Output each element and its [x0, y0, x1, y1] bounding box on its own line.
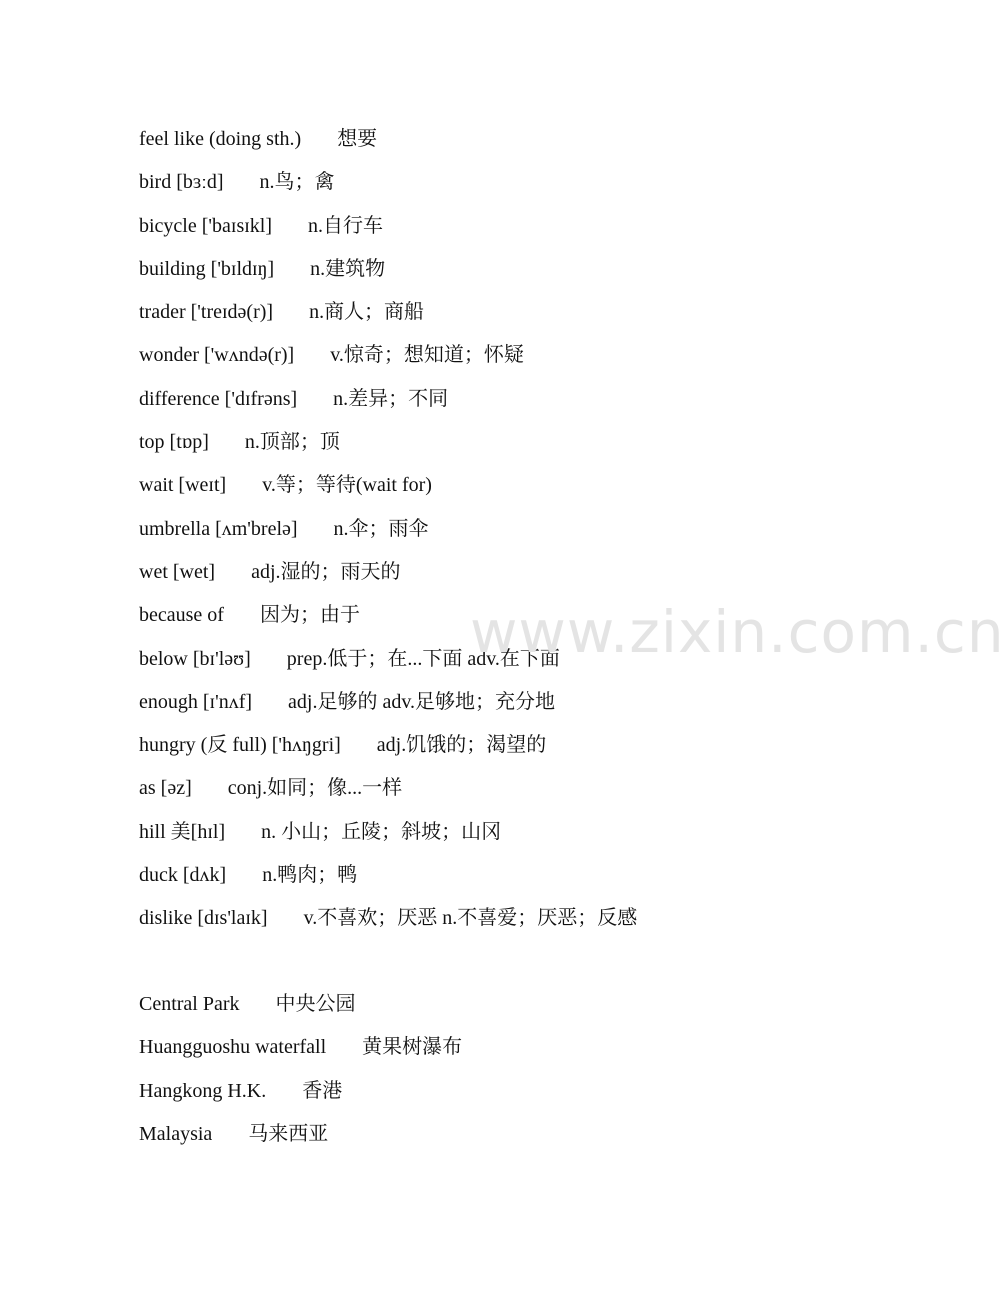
vocab-meaning: conj.如同；像...一样 — [227, 777, 403, 800]
vocab-term: wait [weɪt] — [139, 474, 227, 497]
place-term: Hangkong H.K. — [139, 1079, 267, 1102]
vocab-meaning: 想要 — [337, 128, 378, 150]
vocab-term: below [bɪ'ləʊ] — [139, 647, 251, 670]
vocab-meaning: n.顶部；顶 — [244, 431, 340, 454]
vocab-entry — [139, 165, 637, 208]
vocab-meaning: adj.饥饿的；渴望的 — [376, 734, 547, 757]
place-meaning: 黄果树瀑布 — [362, 1036, 463, 1059]
vocab-entry — [139, 555, 637, 598]
vocab-meaning: v.等；等待(wait for) — [262, 474, 432, 497]
vocab-entry — [139, 771, 637, 814]
watermark: www.zixin.com.cn — [470, 598, 1005, 666]
vocab-term: bicycle ['baɪsɪkl] — [139, 214, 272, 237]
vocab-entry — [139, 901, 637, 944]
place-entry — [139, 987, 462, 1030]
vocab-term: hill 美[hɪl] — [139, 820, 226, 843]
vocab-entry — [139, 728, 637, 771]
vocab-entry — [139, 382, 637, 425]
place-meaning: 香港 — [302, 1079, 343, 1102]
vocab-meaning: n. 小山；丘陵；斜坡；山冈 — [261, 820, 502, 843]
vocab-entry — [139, 598, 637, 641]
vocab-term: trader ['treɪdə(r)] — [139, 301, 274, 324]
vocab-entry — [139, 468, 637, 511]
vocab-meaning: prep.低于；在...下面 adv.在下面 — [286, 647, 560, 670]
vocab-term: umbrella [ʌm'brelə] — [139, 517, 298, 540]
vocab-entry — [139, 815, 637, 858]
vocab-meaning: n.伞；雨伞 — [333, 517, 429, 540]
vocab-meaning: v.惊奇；想知道；怀疑 — [330, 344, 524, 367]
place-entry — [139, 1074, 462, 1117]
vocab-term: bird [bɜːd] — [139, 171, 224, 194]
vocab-entry — [139, 122, 637, 165]
vocab-meaning: n.建筑物 — [310, 257, 386, 280]
vocab-term: because of — [139, 604, 224, 627]
vocab-term: as [əz] — [139, 777, 192, 800]
vocab-meaning: adj.足够的 adv.足够地；充分地 — [288, 690, 556, 713]
vocab-term: wonder ['wʌndə(r)] — [139, 344, 295, 367]
vocab-meaning: n.鸟；禽 — [259, 171, 335, 194]
place-entry — [139, 1117, 462, 1160]
vocab-term: enough [ɪ'nʌf] — [139, 690, 253, 713]
vocab-entry — [139, 642, 637, 685]
vocab-entry — [139, 295, 637, 338]
place-names-list — [139, 987, 462, 1160]
place-term: Central Park — [139, 993, 240, 1015]
vocab-meaning: n.鸭肉；鸭 — [262, 864, 358, 887]
vocab-term: hungry (反 full) ['hʌŋgri] — [139, 734, 341, 757]
vocab-term: duck [dʌk] — [139, 864, 227, 887]
vocab-meaning: 因为；由于 — [259, 604, 360, 627]
vocab-meaning: v.不喜欢；厌恶 n.不喜爱；厌恶；反感 — [303, 907, 638, 930]
vocab-term: difference ['dɪfrəns] — [139, 387, 298, 410]
vocab-entry — [139, 685, 637, 728]
vocab-term: feel like (doing sth.) — [139, 128, 302, 150]
vocab-meaning: n.差异；不同 — [333, 387, 449, 410]
place-meaning: 中央公园 — [275, 993, 356, 1015]
vocab-entry — [139, 209, 637, 252]
vocab-meaning: adj.湿的；雨天的 — [251, 560, 401, 583]
vocab-term: top [tɒp] — [139, 431, 209, 454]
vocab-term: wet [wet] — [139, 560, 216, 583]
vocab-entry — [139, 252, 637, 295]
vocab-meaning: n.自行车 — [308, 214, 383, 237]
vocab-entry — [139, 425, 637, 468]
place-entry — [139, 1030, 462, 1073]
vocab-entry — [139, 512, 637, 555]
vocabulary-list — [139, 122, 637, 945]
vocab-term: dislike [dɪs'laɪk] — [139, 907, 268, 930]
vocab-meaning: n.商人；商船 — [309, 301, 425, 324]
vocab-term: building ['bɪldɪŋ] — [139, 257, 275, 280]
place-term: Huangguoshu waterfall — [139, 1036, 327, 1059]
place-term: Malaysia — [139, 1122, 213, 1145]
place-meaning: 马来西亚 — [248, 1122, 329, 1145]
vocab-entry — [139, 338, 637, 381]
vocab-entry — [139, 858, 637, 901]
